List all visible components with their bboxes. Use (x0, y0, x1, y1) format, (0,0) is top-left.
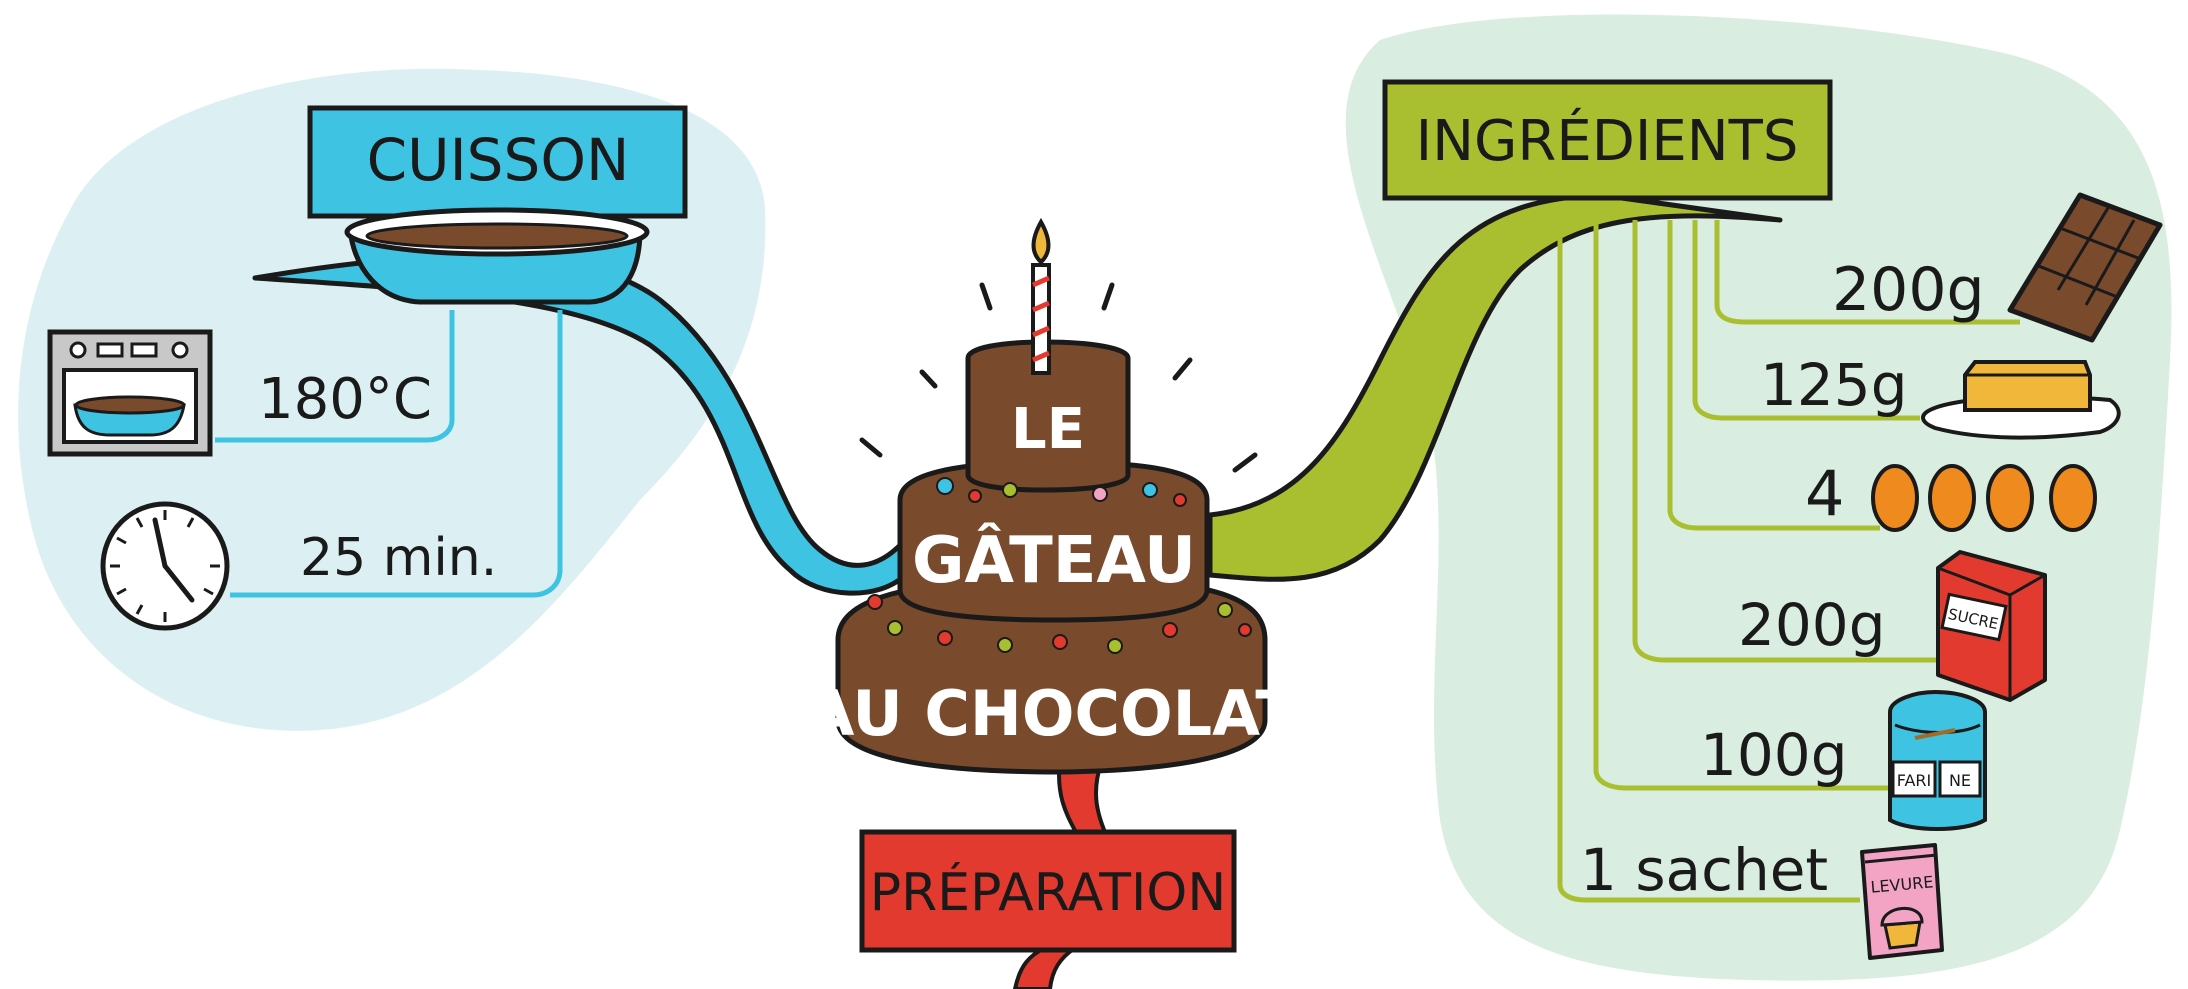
preparation-label-box[interactable] (862, 832, 1234, 950)
clock-icon (103, 504, 227, 628)
flour-bag-icon (1890, 692, 1985, 829)
cuisson-label-box[interactable] (310, 108, 685, 216)
ingredient-quantity-butter: 125g (1760, 351, 1908, 419)
oven-icon (50, 332, 210, 454)
ingredients-label-box[interactable] (1385, 82, 1830, 198)
cuisson-temperature: 180°C (258, 367, 432, 432)
preparation-label: PRÉPARATION (869, 863, 1227, 923)
ingredient-quantity-eggs: 4 (1805, 457, 1845, 530)
flour-package-text-left: FARI (1896, 771, 1932, 790)
cuisson-duration: 25 min. (300, 528, 498, 588)
ingredients-label: INGRÉDIENTS (1415, 109, 1799, 174)
sugar-package-text: SUCRE (1946, 604, 2000, 634)
cake-title-line2: GÂTEAU (912, 524, 1196, 598)
baking-dish-icon (347, 210, 647, 302)
ingredient-quantity-flour: 100g (1700, 721, 1848, 789)
flour-package-text-right: NE (1948, 771, 1972, 790)
cake-title-line1: LE (1011, 397, 1085, 462)
cake-title-line3: AU CHOCOLAT (806, 677, 1298, 750)
preparation-branch-tail (1015, 948, 1075, 989)
ingredient-quantity-chocolate: 200g (1832, 255, 1985, 325)
sugar-box-icon (1938, 552, 2045, 700)
candle-icon (1033, 222, 1049, 373)
yeast-packet-icon (1862, 845, 1942, 958)
ingredient-quantity-sugar: 200g (1738, 591, 1886, 659)
cuisson-label: CUISSON (366, 126, 630, 194)
ingredient-quantity-yeast: 1 sachet (1580, 836, 1829, 904)
yeast-package-text: LEVURE (1869, 872, 1935, 897)
